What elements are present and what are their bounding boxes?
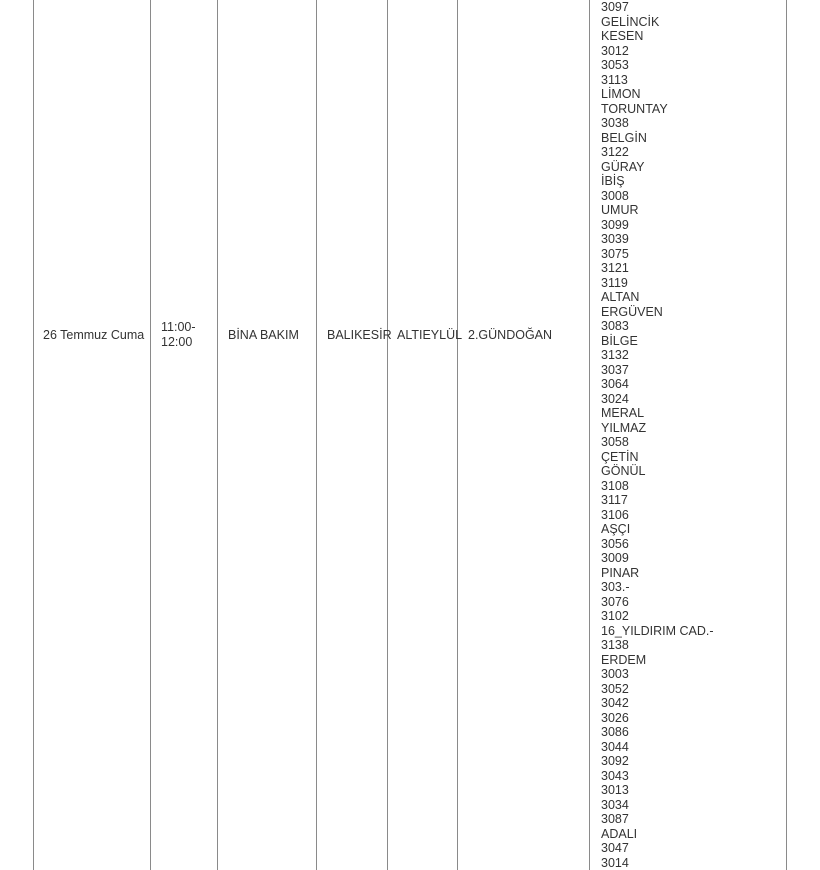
street-item: 3086 <box>601 725 629 739</box>
street-item: GÖNÜL <box>601 464 646 478</box>
street-item: ALTAN <box>601 290 640 304</box>
table-border <box>786 0 787 870</box>
street-item: 3003 <box>601 667 629 681</box>
street-item: 3026 <box>601 710 629 725</box>
table-border <box>316 0 317 870</box>
street-item: 3138 <box>601 638 629 652</box>
street-item: 3037 <box>601 362 629 377</box>
time-end: 12:00 <box>161 334 193 349</box>
street-item: 3058 <box>601 435 629 449</box>
street-item: GÜRAY <box>601 159 645 174</box>
district-cell: ALTIEYLÜL <box>397 328 463 342</box>
street-item: ERDEM <box>601 652 647 667</box>
table-border <box>457 0 458 870</box>
street-item: GELİNCİK <box>601 14 660 29</box>
street-item: TORUNTAY <box>601 101 668 116</box>
street-item: 3044 <box>601 739 629 754</box>
street-item: 3099 <box>601 217 629 232</box>
street-item: 3122 <box>601 145 629 159</box>
street-item: ÇETİN <box>601 449 639 464</box>
street-item: 3087 <box>601 812 629 826</box>
streets-cell <box>601 0 714 870</box>
reason-cell: BİNA BAKIM <box>228 328 299 342</box>
table-border <box>150 0 151 870</box>
street-item: 3132 <box>601 348 629 362</box>
table-border <box>387 0 388 870</box>
street-item: 3113 <box>601 72 628 87</box>
street-item: 3108 <box>601 478 629 493</box>
street-item: 3076 <box>601 594 629 609</box>
street-item: LİMON <box>601 87 641 101</box>
table-border <box>217 0 218 870</box>
street-item: PINAR <box>601 565 640 580</box>
street-item: 3097 <box>601 0 629 14</box>
date-cell: 26 Temmuz Cuma <box>43 328 145 342</box>
street-item: 3047 <box>601 841 629 855</box>
table-border <box>589 0 590 870</box>
street-item: 3053 <box>601 58 629 72</box>
street-item: BELGİN <box>601 130 647 145</box>
time-start: 11:00- <box>161 320 196 334</box>
street-item: 3009 <box>601 551 629 565</box>
street-item: ERGÜVEN <box>601 304 663 319</box>
street-item: 3024 <box>601 391 629 406</box>
street-item: 3014 <box>601 855 629 870</box>
street-item: 3008 <box>601 188 629 203</box>
table-border <box>33 0 34 870</box>
street-item: 3092 <box>601 754 629 768</box>
street-item: 3043 <box>601 768 629 783</box>
street-item: YILMAZ <box>601 420 647 435</box>
street-item: İBİŞ <box>601 174 625 188</box>
street-item: 3121 <box>601 261 629 275</box>
street-item: 3083 <box>601 319 629 333</box>
street-item: 3064 <box>601 377 629 391</box>
street-item: 3012 <box>601 43 629 58</box>
street-item: 3013 <box>601 783 629 797</box>
street-item: 3034 <box>601 797 629 812</box>
street-item: 3052 <box>601 681 629 696</box>
street-item: UMUR <box>601 203 639 217</box>
province-cell: BALIKESİR <box>327 328 392 342</box>
street-item: 3075 <box>601 246 629 261</box>
street-item: BİLGE <box>601 333 638 348</box>
street-item: ADALI <box>601 826 638 841</box>
neighborhood-cell: 2.GÜNDOĞAN <box>468 328 553 342</box>
street-item: 3056 <box>601 536 629 551</box>
street-item: 3042 <box>601 696 629 710</box>
time-cell <box>161 320 196 349</box>
street-item: 3039 <box>601 232 629 246</box>
street-item: 3102 <box>601 609 629 623</box>
street-item: 3119 <box>601 275 628 290</box>
street-item: 3038 <box>601 116 629 130</box>
street-item: 16_YILDIRIM CAD.- <box>601 623 714 638</box>
street-item: AŞÇI <box>601 522 631 536</box>
street-item: 303.- <box>601 580 630 594</box>
street-item: KESEN <box>601 29 644 43</box>
street-item: 3106 <box>601 507 629 522</box>
street-item: 3117 <box>601 493 628 507</box>
street-item: MERAL <box>601 406 645 420</box>
